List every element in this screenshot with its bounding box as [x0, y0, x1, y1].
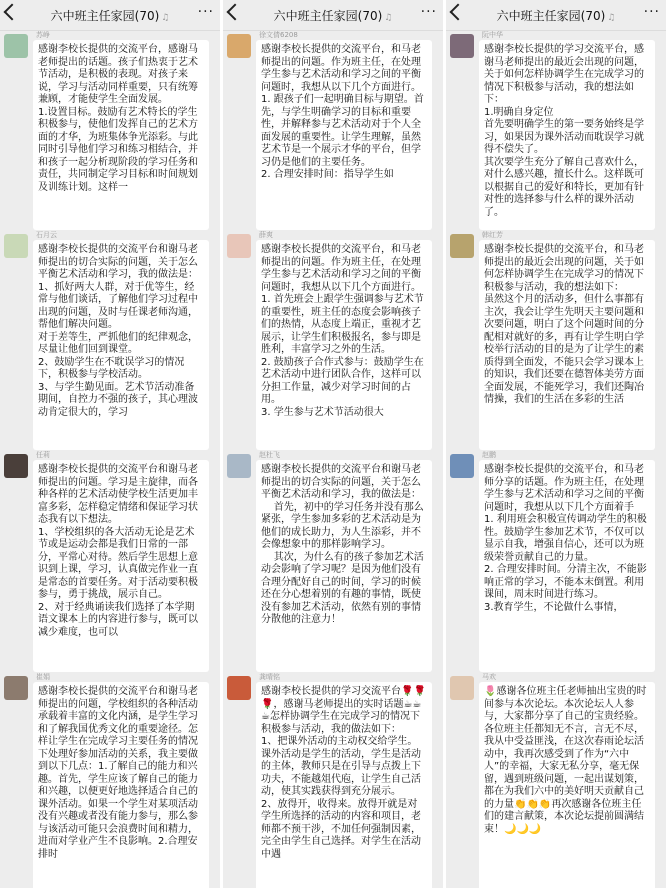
message-bubble[interactable]: 感谢李校长提供的交流平台和谢马老师提出的问题。学习是主旋律，而各种各样的艺术活动使学校生活更加丰富多彩，怎样稳定情绪和保证学习状态我有以下想法。 1、学校组织的各大活动无论是艺术节或是运动会都是我们日常的一部分，平常心对待。然后学生思想上意识到上课，学习，认真做完作业一直是常态的首要任务。对于活动要积极参与，勇于挑战，展示自己。 2、对于经典诵读我们选择了本学期语文课本上的内容进行参与，既可以减少难度，也可以: [33, 460, 209, 672]
avatar[interactable]: [450, 454, 474, 478]
message-bubble[interactable]: 🌷感谢各位班主任老师抽出宝贵的时间参与本次论坛。本次论坛人人参与，大家都分享了自己的宝贵经验。各位班主任都知无不言，言无不尽，我从中受益匪浅，在这次春雨论坛活动中，我再次感受到了作为“六中人”的幸福，大家无私分享，毫无保留，遇到班级问题，一起出谋划策，都在为我们六中的美好明天贡献自己的力量👏👏👏再次感谢各位班主任们的建言献策，本次论坛提前圆满结束！🌙🌙🌙: [479, 682, 655, 888]
message-bubble[interactable]: 感谢李校长提供的交流平台，和马老师提出的问题。作为班主任，在处理学生参与艺术活动和学习之间的平衡问题时，我想从以下几个方面进行。 1. 首先班会上跟学生强调参与艺术节的重要性，班主任的态度会影响孩子们的热情，从态度上端正，重视才艺展示，让学生们积极报名，参与即是胜利，丰富学习之外的生活。 2. 鼓励孩子合作式参与：鼓励学生在艺术活动中进行团队合作，这样可以分担工作量，减少对学习时间的占用。 3. 学生参与艺术节活动很大: [256, 240, 432, 450]
message-bubble[interactable]: 感谢李校长提供的交流平台和谢马老师提出的切合实际的问题，关于怎么平衡艺术活动和学习，我的做法是： 1、抓好两大人群，对于优等生，经常与他们谈话，了解他们学习过程中出现的问题，及时与任课老师沟通，帮他们解决问题。 对于差等生，严抓他们的纪律观念，尽量让他们回到课堂。 2、鼓励学生在不耽误学习的情况下，积极参与学校活动。 3、与学生勤见面。艺术节活动准备期间，自控力不强的孩子，其心理波动肯定很大的，学习: [33, 240, 209, 450]
bell-mute-icon: ♫: [161, 13, 170, 23]
sender-name: 苏峥: [36, 31, 50, 39]
bell-mute-icon: ♫: [607, 13, 616, 23]
message-bubble[interactable]: 感谢李校长提供的学习交流平台，感谢马老师提出的最近会出现的问题，关于如何怎样协调学生在完成学习的情况下积极参与活动，我的想法如下： 1.明确自身定位 首先要明确学生的第一要务始终是学习，如果因为课外活动而耽误学习就得不偿失了。 其次要学生充分了解自己喜欢什么，对什么感兴趣，擅长什么。这样既可以根据自己的爱好和特长，更加有针对性的选择参与什么样的课外活动了。: [479, 40, 655, 230]
avatar[interactable]: [450, 234, 474, 258]
sender-name: 崔娟: [36, 673, 50, 681]
avatar[interactable]: [227, 34, 251, 58]
chat-header: [0, 0, 220, 31]
message-item: [223, 672, 443, 888]
chat-title: 六中班主任家园(70): [496, 9, 606, 23]
message-bubble[interactable]: 感谢李校长提供的学习交流平台🌹🌹🌹，感谢马老师提出的实时话题☕☕☕怎样协调学生在完成学习的情况下积极参与活动，我的做法如下： 1、把课外活动的主动权交给学生。课外活动是学生的活动，学生是活动的主体，教师只是在引导与点拨上下功夫，不能越俎代庖，让学生自己活动，使其实践获得到充分展示。 2、放得开，收得来。放得开就是对学生所选择的活动的内容和项目，老师都不预干涉，不加任何强制因素，完全由学生自己选择。对学生在活动中遇: [256, 682, 432, 888]
avatar[interactable]: [4, 34, 28, 58]
message-item: [0, 672, 220, 888]
avatar[interactable]: [227, 234, 251, 258]
avatar[interactable]: [227, 454, 251, 478]
message-bubble[interactable]: 感谢李校长提供的交流平台，和马老师提出的问题。作为班主任，在处理学生参与艺术活动和学习之间的平衡问题时，我想从以下几个方面进行。 1. 跟孩子们一起明确目标与期望。首先，与学生明确学习的目标和重要性，并解释参与艺术活动对于个人全面发展的重要性。让学生理解，虽然艺术节是一个展示才华的平台，但学习仍是他们的主要任务。 2. 合理安排时间：指导学生如: [256, 40, 432, 230]
message-item: [446, 450, 666, 672]
sender-name: 任莉: [36, 451, 50, 459]
message-bubble[interactable]: 感谢李校长提供的交流平台，和马老师提出的最近会出现的问题，关于如何怎样协调学生在完成学习的情况下积极参与活动，我的想法如下： 虽然这个月的活动多，但什么事都有主次，我会让学生先明天主要问题和次要问题，明白了这个问题时间的分配相对就好的多，再有让学生明白学校举行活动的目的是为了让学生的素质得到全面发，不能只会学习课本上的知识，我们还要在德智体美劳方面全面发展，不能死学习，我们还陶冶情操，我们的生活在多彩的生活: [479, 240, 655, 450]
message-item: [446, 230, 666, 450]
message-bubble[interactable]: 感谢李校长提供的交流平台，和马老师分享的话题。作为班主任，在处理学生参与艺术活动和学习之间的平衡问题时，我想从以下几个方面着手 1. 利用班会积极宣传调动学生的积极性。鼓励学生参加艺术节，不仅可以显示自我，增强自信心，还可以为班级荣誉贡献自己的力量。 2. 合理安排时间。分清主次，不能影响正常的学习，不能本末倒置。利用课间，周末时间进行练习。 3.教育学生，不论做什么事情，: [479, 460, 655, 672]
sender-name: 石月云: [36, 231, 57, 239]
sender-name: 阮中华: [482, 31, 503, 39]
message-bubble[interactable]: 感谢李校长提供的交流平台，感谢马老师提出的话题。孩子们热衷于艺术节活动，是积极的表现。对孩子来说，学习与活动同样重要，只有统筹兼顾，才能使学生全面发展。 1.设置目标。鼓励有艺术特长的学生积极参与，使他们发挥自己的艺术方面的才华，为班集体争光添彩。与此同时引导他们学习和练习相结合，并和孩子一起分析现阶段的学习任务和责任，共同制定学习目标和时间规划及训练计划。这样一: [33, 40, 209, 230]
sender-name: 马欢: [482, 673, 496, 681]
sender-name: 徐文倩6208: [259, 31, 298, 39]
message-item: [0, 230, 220, 450]
bell-mute-icon: ♫: [384, 13, 393, 23]
sender-name: 薛爽: [259, 231, 273, 239]
sender-name: 赵杜飞: [259, 451, 280, 459]
more-dots-icon[interactable]: ···: [420, 4, 437, 20]
more-dots-icon[interactable]: ···: [643, 4, 660, 20]
sender-name: 韩红芳: [482, 231, 503, 239]
avatar[interactable]: [4, 676, 28, 700]
more-dots-icon[interactable]: ···: [197, 4, 214, 20]
message-item: [446, 30, 666, 230]
message-item: [446, 672, 666, 888]
avatar[interactable]: [227, 676, 251, 700]
sender-name: 赵鹏: [482, 451, 496, 459]
message-item: [0, 30, 220, 230]
avatar[interactable]: [4, 454, 28, 478]
message-item: [223, 30, 443, 230]
sender-name: 龚晴铭: [259, 673, 280, 681]
message-item: [0, 450, 220, 672]
message-bubble[interactable]: 感谢李校长提供的交流平台和谢马老师提出的问题，学校组织的各种活动承载着丰富的文化内涵，是学生学习和了解我国优秀文化的重要途径。怎样让学生在完成学习主要任务的情况下处理好参加活动的关系，我主要做到以下几点：1.了解自己的能力和兴趣。首先，学生应该了解自己的能力和兴趣，以便更好地选择适合自己的课外活动。如果一个学生对某项活动没有兴趣或者没有能力参与，那么参与该活动可能只会浪费时间和精力，进而对学业产生不良影响。2.合理安排时: [33, 682, 209, 888]
chat-screenshot-1: [0, 0, 220, 888]
message-bubble[interactable]: 感谢李校长提供的交流平台和谢马老师提出的切合实际的问题，关于怎么平衡艺术活动和学习，我的做法是： 首先，初中的学习任务并没有那么紧张，学生参加多彩的艺术活动是为他们的成长助力，为人生添彩，并不会像想象中的那样影响学习。 其次，为什么有的孩子参加艺术活动会影响了学习呢？是因为他们没有合理分配好自己的时间，学习的时候还在分心想着别的有趣的事情，既使没有参加艺术活动，依然有别的事情分散他的注意力！: [256, 460, 432, 672]
avatar[interactable]: [450, 676, 474, 700]
chat-header: [446, 0, 666, 31]
message-item: [223, 230, 443, 450]
chat-header: [223, 0, 443, 31]
chat-screenshot-3: [446, 0, 666, 888]
chat-screenshot-2: [223, 0, 443, 888]
chat-title: 六中班主任家园(70): [50, 9, 160, 23]
message-item: [223, 450, 443, 672]
avatar[interactable]: [450, 34, 474, 58]
chat-title: 六中班主任家园(70): [273, 9, 383, 23]
avatar[interactable]: [4, 234, 28, 258]
